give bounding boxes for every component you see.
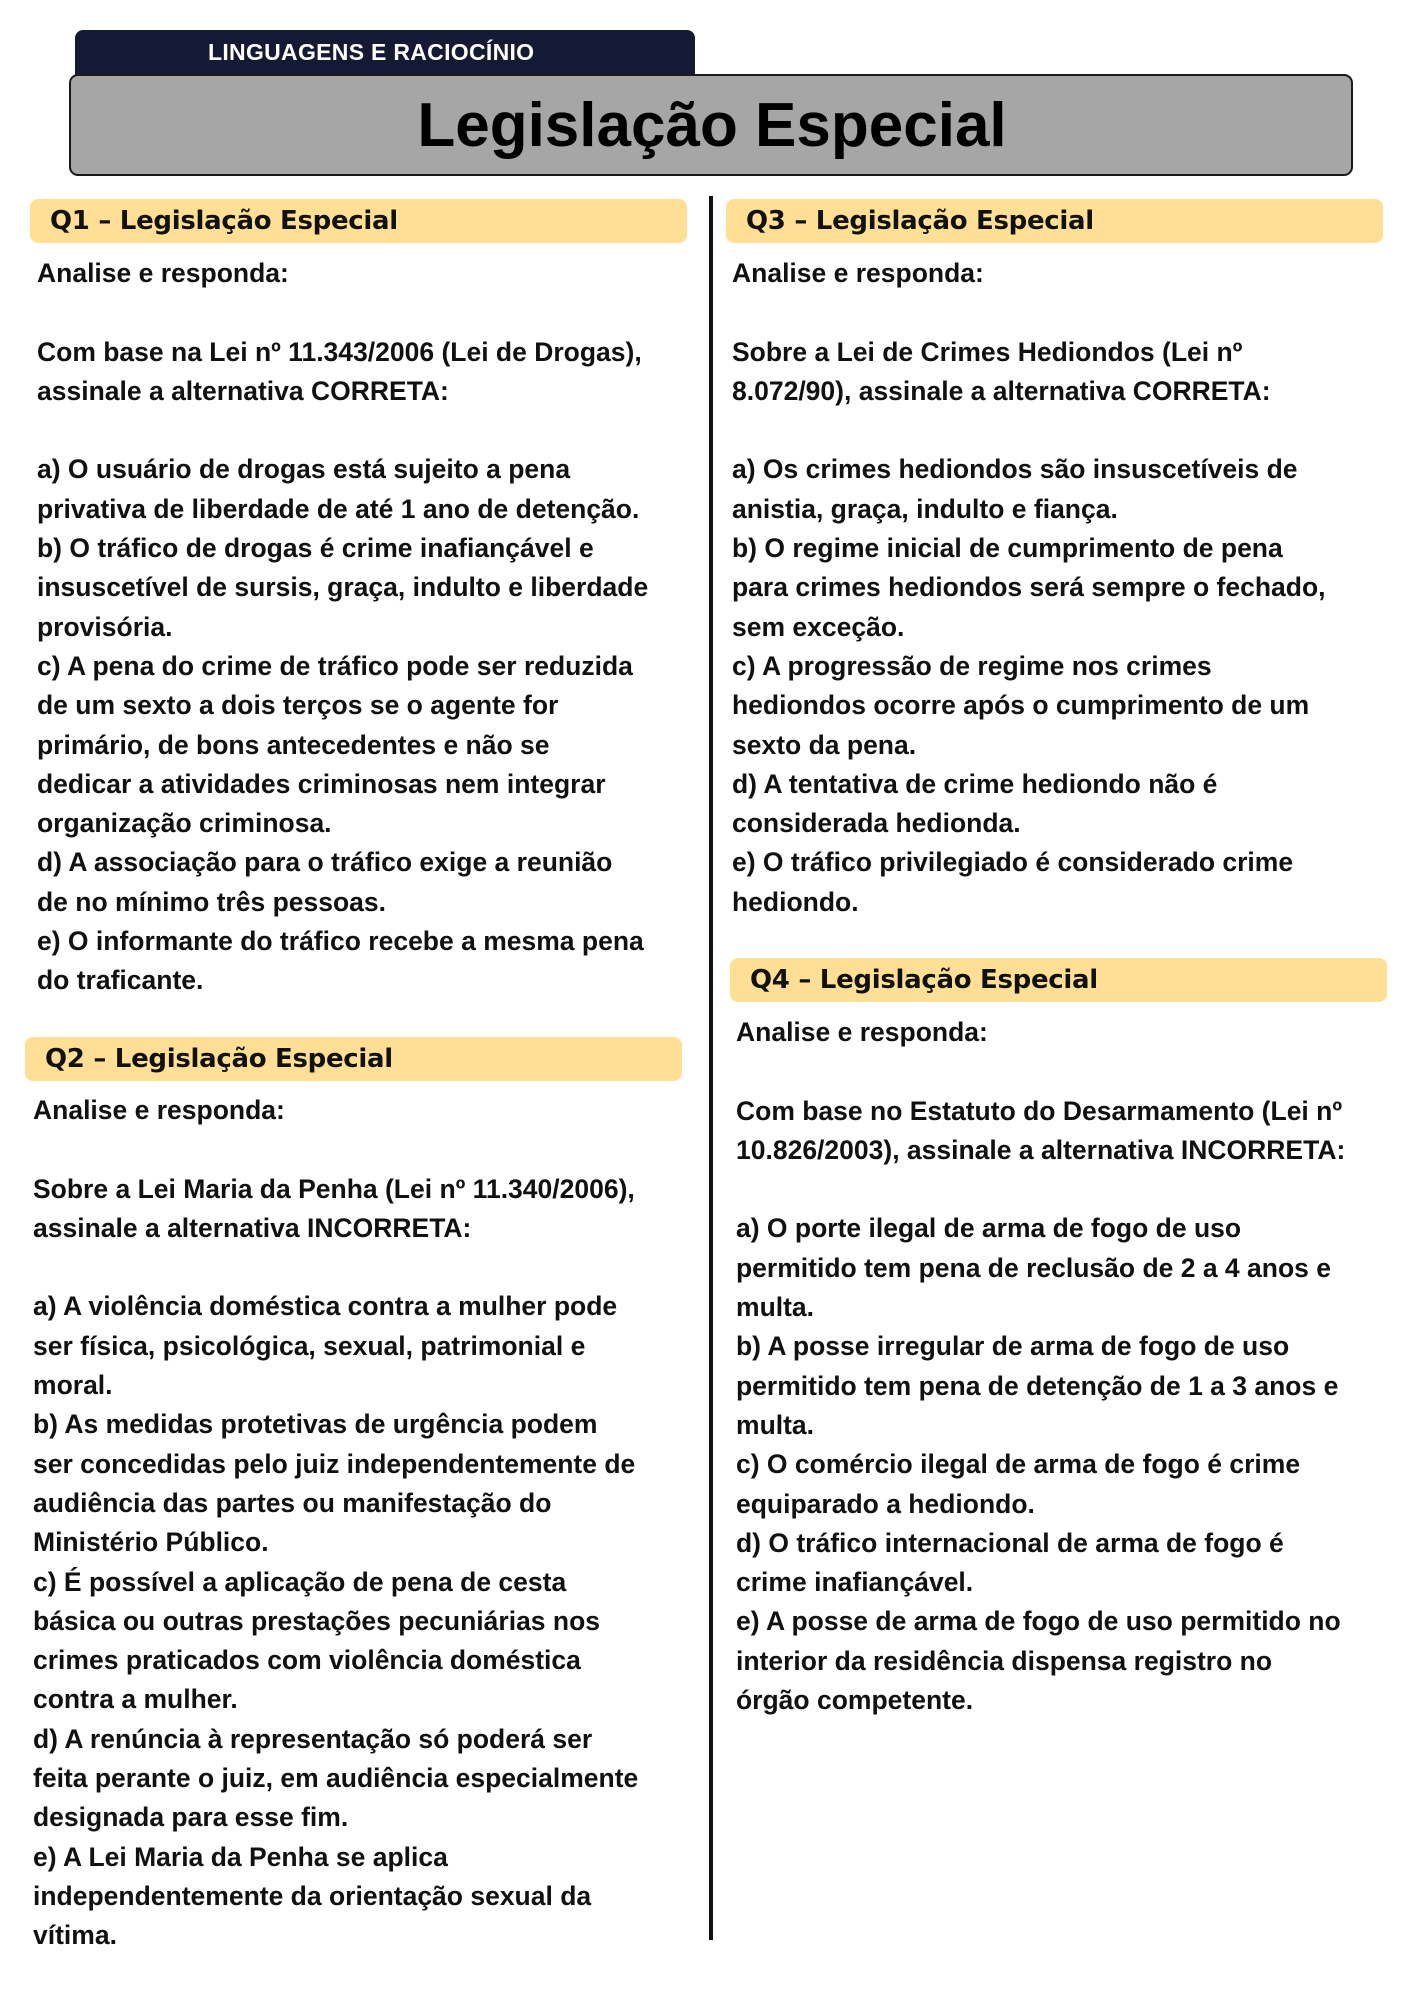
q2-option-b: b) As medidas protetivas de urgência podem ser concedidas pelo juiz independentemente de audiência das partes ou manifestação do Ministério Público. <box>33 1409 636 1558</box>
q4-statement: Com base no Estatuto do Desarmamento (Lei nº 10.826/2003), assinale a alternativa INCORRETA: <box>736 1095 1346 1165</box>
title-banner <box>69 74 1353 176</box>
q1-option-b: b) O tráfico de drogas é crime inafiançável e insuscetível de sursis, graça, indulto e liberdade provisória. <box>37 533 649 642</box>
q3-option-b: b) O regime inicial de cumprimento de pena para crimes hediondos será sempre o fechado, sem exceção. <box>732 533 1326 642</box>
q1-option-d: d) A associação para o tráfico exige a reunião de no mínimo três pessoas. <box>37 847 613 917</box>
q4-option-a: a) O porte ilegal de arma de fogo de uso permitido tem pena de reclusão de 2 a 4 anos e multa. <box>736 1213 1331 1323</box>
q4-prompt: Analise e responda: <box>736 1017 988 1047</box>
q3-statement: Sobre a Lei de Crimes Hediondos (Lei nº 8.072/90), assinale a alternativa CORRETA: <box>732 336 1271 406</box>
q2-option-d: d) A renúncia à representação só poderá ser feita perante o juiz, em audiência especialmente designada para esse fim. <box>33 1723 639 1833</box>
q3-option-e: e) O tráfico privilegiado é considerado crime hediondo. <box>732 847 1294 917</box>
q2-body <box>33 1091 713 1956</box>
q3-option-a: a) Os crimes hediondos são insuscetíveis de anistia, graça, indulto e fiança. <box>732 454 1298 524</box>
q2-option-c: c) É possível a aplicação de pena de cesta básica ou outras prestações pecuniárias nos crimes praticados com violência doméstica contra a mulher. <box>33 1566 601 1715</box>
q3-option-d: d) A tentativa de crime hediondo não é considerada hedionda. <box>732 768 1218 839</box>
q2-prompt: Analise e responda: <box>33 1095 285 1125</box>
q4-option-c: c) O comércio ilegal de arma de fogo é crime equiparado a hediondo. <box>736 1449 1301 1519</box>
q3-prompt: Analise e responda: <box>732 258 984 288</box>
q3-heading: Q3 – Legislação Especial <box>726 199 1383 243</box>
page-title: Legislação Especial <box>417 90 1007 160</box>
category-tab: LINGUAGENS E RACIOCÍNIO <box>75 30 695 78</box>
q4-body <box>736 1013 1414 1720</box>
q4-option-b: b) A posse irregular de arma de fogo de uso permitido tem pena de detenção de 1 a 3 anos e multa. <box>736 1331 1339 1440</box>
q1-body <box>37 254 717 1001</box>
q1-prompt: Analise e responda: <box>37 258 289 288</box>
q2-statement: Sobre a Lei Maria da Penha (Lei nº 11.340/2006), assinale a alternativa INCORRETA: <box>33 1173 635 1243</box>
q2-option-a: a) A violência doméstica contra a mulher pode ser física, psicológica, sexual, patrimonial e moral. <box>33 1291 618 1401</box>
q1-heading: Q1 – Legislação Especial <box>30 199 687 243</box>
q1-statement: Com base na Lei nº 11.343/2006 (Lei de Drogas), assinale a alternativa CORRETA: <box>37 336 642 406</box>
q2-option-e: e) A Lei Maria da Penha se aplica independentemente da orientação sexual da vítima. <box>33 1841 592 1951</box>
q3-body <box>732 254 1412 922</box>
q1-option-a: a) O usuário de drogas está sujeito a pena privativa de liberdade de até 1 ano de detenção. <box>37 454 640 524</box>
q3-option-c: c) A progressão de regime nos crimes hediondos ocorre após o cumprimento de um sexto da pena. <box>732 650 1310 760</box>
q1-option-e: e) O informante do tráfico recebe a mesma pena do traficante. <box>37 926 644 996</box>
q4-heading: Q4 – Legislação Especial <box>730 958 1387 1002</box>
q1-option-c: c) A pena do crime de tráfico pode ser reduzida de um sexto a dois terços se o agente for primário, de bons antecedentes e não se dedicar a atividades criminosas nem integrar organização criminosa. <box>37 650 633 839</box>
q2-heading: Q2 – Legislação Especial <box>25 1037 682 1081</box>
q4-option-e: e) A posse de arma de fogo de uso permitido no interior da residência dispensa registro no órgão competente. <box>736 1606 1341 1716</box>
q4-option-d: d) O tráfico internacional de arma de fogo é crime inafiançável. <box>736 1527 1284 1598</box>
